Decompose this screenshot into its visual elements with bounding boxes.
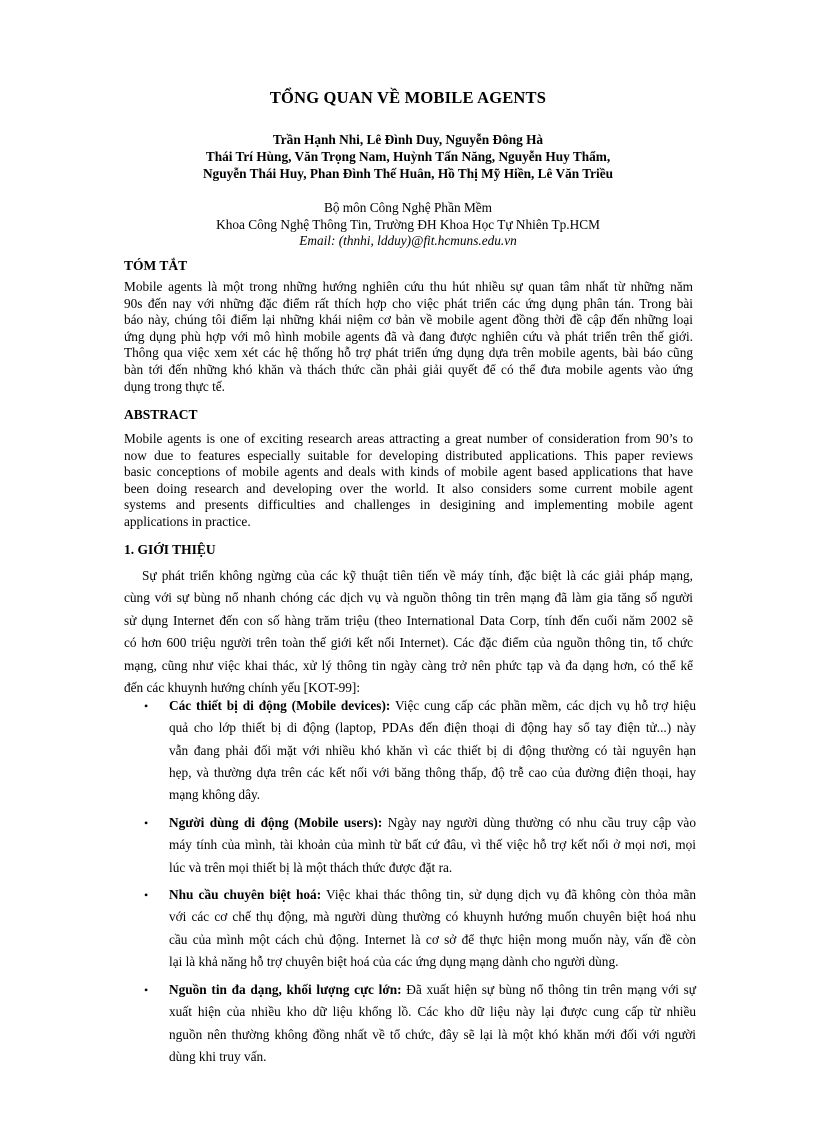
bullet-icon: • — [144, 983, 149, 997]
abstract-paragraph — [124, 431, 693, 531]
author-list — [0, 131, 816, 182]
bullet-icon: • — [144, 816, 149, 830]
text-line: been doing research and developing over the world. It also considers some current mobile agent — [124, 480, 693, 496]
text-line: basic conceptions of mobile agents and deals with kinds of mobile agent based applications that have — [124, 464, 693, 480]
email: Email: (thnhi, ldduy)@fit.hcmuns.edu.vn — [299, 233, 517, 248]
author-line: Nguyễn Thái Huy, Phan Đình Thế Huân, Hồ Thị Mỹ Hiền, Lê Văn Triều — [202, 166, 614, 181]
bullet-icon: • — [144, 699, 149, 713]
bullet-body — [169, 812, 696, 879]
author-line: Thái Trí Hùng, Văn Trọng Nam, Huỳnh Tấn Năng, Nguyễn Huy Thẩm, — [205, 149, 611, 164]
intro-heading: 1. GIỚI THIỆU — [124, 542, 216, 557]
text-line: với các cơ chế thụ động, mà người dùng thường có khuynh hướng muốn chuyên biệt hoá nhu — [169, 909, 696, 925]
bullet-body — [169, 884, 696, 973]
bullet-body — [169, 695, 696, 806]
text-line: Nguồn tin đa dạng, khối lượng cực lớn: Đã xuất hiện sự bùng nổ thông tin trên mạng với sự — [169, 982, 697, 997]
text-line: báo này, chúng tôi điểm lại những khái niệm cơ bản về mobile agent đồng thời đề cập đến những loại — [124, 312, 693, 328]
text-line: nguồn nên thường không đồng nhất về tổ chức, đây sẽ lại là một khó khăn mới đối với người — [169, 1026, 696, 1042]
bullet-term: Các thiết bị di động (Mobile devices): — [169, 698, 391, 713]
text-line: cầu của mình một cách chủ động. Internet là cơ sở để thực hiện mong muốn này, vấn đề còn — [169, 931, 696, 947]
text-line: Mobile agents is one of exciting research areas attracting a great number of consideration from 90’s to — [124, 431, 693, 446]
department: Bộ môn Công Nghệ Phần Mềm — [323, 200, 493, 215]
affiliation — [0, 200, 816, 250]
text-line: ứng dụng phù hợp với mô hình mobile agents đã và đang được nghiên cứu và phát triển trên thế giới. — [124, 328, 693, 344]
tomtat-heading: TÓM TẮT — [124, 258, 188, 273]
text-line: xuất hiện của nhiều kho dữ liệu khổng lồ. Các kho dữ liệu này lại được cung cấp từ nhiều — [169, 1004, 696, 1020]
text-line: Người dùng di động (Mobile users): Ngày nay người dùng thường có nhu cầu truy cập vào — [169, 815, 696, 830]
text-line: đến các khuynh hướng chính yếu [KOT-99]: — [124, 680, 361, 696]
text-line: lại là khả năng hỗ trợ chuyên biệt hoá của các ứng dụng mạng dành cho người dùng. — [169, 953, 619, 969]
faculty: Khoa Công Nghệ Thông Tin, Trường ĐH Khoa Học Tự Nhiên Tp.HCM — [216, 216, 600, 232]
text-line: mạng không dây. — [169, 787, 261, 803]
text-line: Mobile agents là một trong những hướng nghiên cứu thu hút nhiều sự quan tâm nhất từ những năm — [124, 279, 693, 294]
text-line: dùng khi truy vấn. — [169, 1048, 267, 1064]
text-line: máy tính của mình, tài khoản của mình từ bất cứ đâu, vì thế việc hỗ trợ kết nối ở mọi nơi, mọi — [169, 837, 696, 853]
tomtat-paragraph — [124, 279, 693, 395]
bullet-term: Nhu cầu chuyên biệt hoá: — [169, 887, 322, 902]
bullet-body — [169, 979, 696, 1068]
text-line: applications in practice. — [124, 513, 251, 529]
abstract-heading: ABSTRACT — [124, 407, 198, 422]
text-line: Nhu cầu chuyên biệt hoá: Việc khai thác thông tin, sử dụng dịch vụ đã không còn thỏa mãn — [169, 887, 697, 902]
bullet-term: Người dùng di động (Mobile users): — [169, 815, 383, 830]
text-line: vẫn đang phải đối mặt với nhiều khó khăn vì các thiết bị di động thường có tài nguyên hạn — [169, 742, 696, 758]
text-line: sử dụng Internet đến con số hàng trăm triệu (theo International Data Corp, tính đến cuối năm 2002 sẽ — [124, 612, 693, 628]
text-line: 90s đến nay với những đặc điểm rất thích hợp cho việc phát triển các ứng dụng phân tán. Trong bài — [124, 295, 693, 311]
text-line: bàn tới đến những khó khăn và thách thức cần phải giải quyết để có thể đưa mobile agents vào ứng — [124, 361, 693, 377]
text-line: lúc và trên mọi thiết bị là một thách thức được đặt ra. — [169, 859, 453, 875]
text-line: quả cho lớp thiết bị di động (laptop, PDAs đến điện thoại di động hay sổ tay điện tử...) này — [169, 720, 696, 736]
text-line: có hơn 600 triệu người trên toàn thế giới kết nối Internet). Các đặc điểm của nguồn thông tin, tổ chức — [124, 635, 693, 651]
text-line: Thông qua việc xem xét các hệ thống hỗ trợ phát triển ứng dụng dựa trên mobile agents, bài báo cũng — [124, 345, 693, 361]
bullet-term: Nguồn tin đa dạng, khối lượng cực lớn: — [169, 982, 402, 997]
paper-title: TỔNG QUAN VỀ MOBILE AGENTS — [269, 88, 547, 107]
bullet-icon: • — [144, 888, 149, 902]
text-line: mạng, cũng như việc khai thác, xử lý thông tin ngày càng trở nên phức tạp và đa dạng hơn, có thể kể — [124, 657, 693, 673]
text-line: Các thiết bị di động (Mobile devices): Việc cung cấp các phần mềm, các dịch vụ hỗ trợ hiệu — [169, 698, 696, 713]
author-line: Trần Hạnh Nhi, Lê Đình Duy, Nguyễn Đông Hà — [272, 132, 544, 147]
text-line: now due to features especially suitable for developing distributed applications. This paper reviews — [124, 447, 693, 463]
intro-paragraph — [124, 565, 693, 699]
text-line: dụng trong thực tế. — [124, 378, 226, 394]
text-line: systems and presents difficulties and challenges in desigining and implementing mobile agent — [124, 497, 693, 513]
text-line: Sự phát triển không ngừng của các kỹ thuật tiên tiến về máy tính, đặc biệt là các giải pháp mạng, — [142, 568, 693, 583]
text-line: hẹp, và thường dựa trên các kết nối với băng thông thấp, độ trễ cao của đường điện thoại, hay — [169, 764, 696, 780]
text-line: cùng với sự bùng nổ nhanh chóng các dịch vụ và nguồn thông tin trên mạng đã làm gia tăng số người — [124, 590, 693, 606]
